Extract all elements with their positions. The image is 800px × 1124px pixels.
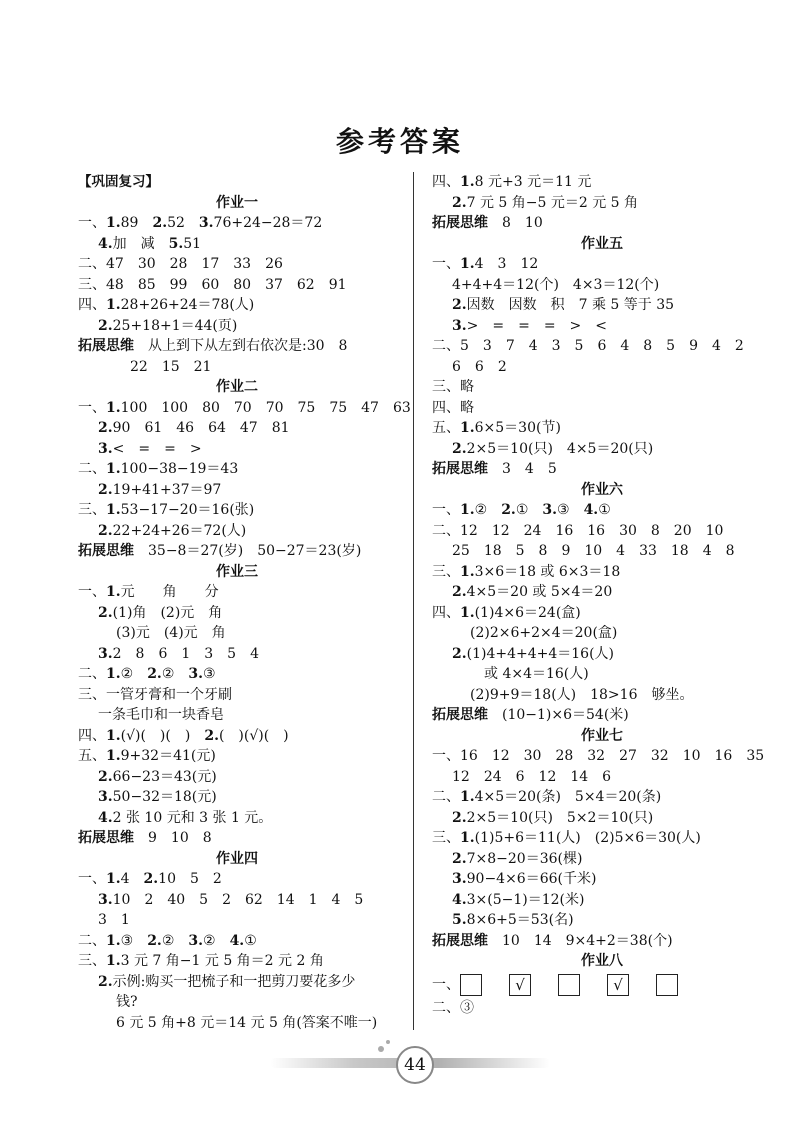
hw4-line-3: 3 1 bbox=[98, 912, 130, 928]
answer-text: ② bbox=[203, 932, 230, 949]
hw2-title: 作业二 bbox=[216, 379, 258, 395]
hw7-extension bbox=[432, 931, 772, 952]
answer-text: ( )(√)( ) bbox=[218, 727, 289, 744]
hw7-line-4 bbox=[432, 808, 772, 829]
answer-text: ② bbox=[120, 666, 148, 682]
answer-text: 9 10 8 bbox=[134, 830, 212, 846]
answer-text: 3×6＝18 或 6×3＝18 bbox=[474, 563, 621, 580]
extension-label: 拓展思维 bbox=[78, 830, 134, 846]
answer-text: 22+24+26＝72(人) bbox=[112, 522, 247, 539]
answer-text: 3 元 7 角−1 元 5 角＝2 元 2 角 bbox=[120, 953, 324, 969]
item-num: 1. bbox=[106, 502, 121, 518]
answer-text: 3×(5−1)＝12(米) bbox=[466, 891, 585, 908]
hw6-line-7: (2)2×6+2×4＝20(盒) bbox=[470, 625, 618, 641]
hw5-line-2: 4+4+4＝12(个) 4×3＝12(个) bbox=[452, 276, 660, 293]
item-num: 5. bbox=[452, 912, 467, 928]
item-num: 1. bbox=[460, 563, 475, 580]
answer-text: ② bbox=[474, 502, 502, 518]
item-num: 1. bbox=[460, 256, 475, 272]
answer-text: 66−23＝43(元) bbox=[112, 768, 217, 785]
hw3-line-7: 一条毛巾和一块香皂 bbox=[98, 707, 224, 723]
answer-text: 100−38−19＝43 bbox=[120, 461, 239, 477]
hw1-title: 作业一 bbox=[216, 194, 258, 211]
hw5-line-8: 四、略 bbox=[432, 399, 474, 416]
part-label: 四、 bbox=[432, 604, 460, 621]
hw3-line-3: (3)元 (4)元 角 bbox=[116, 625, 226, 641]
item-num: 1. bbox=[460, 604, 475, 621]
item-num: 3. bbox=[198, 215, 214, 231]
hw4-line-2 bbox=[78, 890, 396, 911]
answer-text: ② bbox=[161, 666, 189, 682]
hw3-line-12 bbox=[78, 808, 396, 829]
part-label: 二、 bbox=[78, 932, 106, 949]
answer-text: 50−32＝18(元) bbox=[112, 789, 217, 805]
answer-text: (√)( )( ) bbox=[120, 727, 205, 744]
part-label: 四、 bbox=[78, 297, 106, 313]
hw3-line-2 bbox=[78, 603, 396, 624]
answer-text: 8 10 bbox=[488, 215, 543, 231]
hw7-line-9 bbox=[432, 910, 772, 931]
item-num: 2. bbox=[98, 481, 113, 498]
item-num: 4. bbox=[98, 809, 113, 826]
item-num: 1. bbox=[106, 297, 121, 313]
hw5-line-3 bbox=[432, 295, 772, 316]
part-label: 四、 bbox=[78, 727, 106, 744]
answer-text: 4×5＝20(条) 5×4＝20(条) bbox=[474, 789, 662, 805]
hw8-title: 作业八 bbox=[581, 953, 623, 969]
hw4-line-6 bbox=[78, 972, 396, 993]
hw1-line-1 bbox=[78, 213, 396, 234]
hw6-line-5 bbox=[432, 582, 772, 603]
hw6-line-4 bbox=[432, 562, 772, 583]
page-number: 44 bbox=[396, 1046, 434, 1084]
part-label: 三、 bbox=[78, 953, 106, 969]
part-label: 一、 bbox=[78, 871, 106, 887]
item-num: 2. bbox=[98, 317, 113, 334]
extension-label: 拓展思维 bbox=[432, 461, 488, 477]
hw5-extension bbox=[432, 459, 772, 480]
item-num: 3. bbox=[98, 440, 113, 457]
hw5-line-10 bbox=[432, 439, 772, 460]
item-num: 1. bbox=[106, 399, 121, 416]
hw6-line-2: 二、12 12 24 16 16 30 8 20 10 bbox=[432, 522, 724, 539]
hw2-line-7 bbox=[78, 521, 396, 542]
hw5-line-7: 三、略 bbox=[432, 379, 474, 395]
part-label: 二、 bbox=[78, 461, 106, 477]
answer-text: ① bbox=[598, 502, 611, 518]
item-num: 1. bbox=[460, 502, 475, 518]
extension-label: 拓展思维 bbox=[78, 543, 134, 559]
answer-text: 10 5 2 bbox=[158, 871, 222, 887]
item-num: 2. bbox=[143, 871, 159, 887]
answer-text: 89 bbox=[120, 215, 153, 231]
answer-text: 76+24−28＝72 bbox=[213, 215, 323, 231]
item-num: 1. bbox=[106, 461, 121, 477]
hw2-line-5 bbox=[78, 480, 396, 501]
hw2-line-1 bbox=[78, 398, 411, 419]
part-label: 二、 bbox=[432, 789, 460, 805]
hw3-line-5 bbox=[78, 664, 396, 685]
item-num: 2. bbox=[501, 502, 516, 518]
hw7-line-6 bbox=[432, 849, 772, 870]
item-num: 1. bbox=[460, 420, 475, 436]
hw4-line-8: 6 元 5 角+8 元＝14 元 5 角(答案不唯一) bbox=[116, 1014, 378, 1031]
part-label: 一、 bbox=[78, 584, 106, 600]
answer-text: 90−4×6＝66(千米) bbox=[466, 871, 597, 887]
part-label: 二、 bbox=[78, 666, 106, 682]
answer-text: 示例:购买一把梳子和一把剪刀要花多少 bbox=[112, 973, 356, 990]
answer-text: 8×6+5＝53(名) bbox=[466, 912, 574, 928]
answer-text: ③ bbox=[120, 932, 148, 949]
hw3-line-1 bbox=[78, 582, 396, 603]
part-label: 三、 bbox=[432, 563, 460, 580]
answer-text: 90 61 46 64 47 81 bbox=[112, 420, 290, 436]
answer-box: √ bbox=[607, 974, 629, 996]
item-num: 1. bbox=[106, 871, 121, 887]
hw2-line-2 bbox=[78, 418, 396, 439]
answer-text: > = = = > < bbox=[466, 317, 608, 334]
hw3-title: 作业三 bbox=[216, 563, 258, 580]
item-num: 1. bbox=[106, 932, 121, 949]
hw1-line-3: 二、47 30 28 17 33 26 bbox=[78, 256, 283, 272]
item-num: 2. bbox=[147, 666, 162, 682]
item-num: 2. bbox=[452, 584, 467, 600]
hw7-line-5 bbox=[432, 828, 772, 849]
item-num: 3. bbox=[188, 932, 203, 949]
item-num: 2. bbox=[98, 522, 113, 539]
answer-box bbox=[656, 974, 678, 996]
answer-text: 25+18+1＝44(页) bbox=[112, 317, 238, 334]
item-num: 4. bbox=[98, 235, 113, 252]
item-num: 4. bbox=[452, 891, 467, 908]
part-label: 一、 bbox=[78, 215, 106, 231]
answer-text: (1)4×6＝24(盒) bbox=[474, 604, 581, 621]
answer-text: 2×5＝10(只) 4×5＝20(只) bbox=[466, 440, 654, 457]
answer-text: ① bbox=[515, 502, 543, 518]
answer-text: ② bbox=[161, 932, 189, 949]
page-footer bbox=[270, 1040, 550, 1090]
hw8-line-2: 二、③ bbox=[432, 999, 474, 1016]
item-num: 1. bbox=[460, 789, 475, 805]
answer-text: 7 元 5 角−5 元＝2 元 5 角 bbox=[466, 194, 639, 211]
hw6-line-8 bbox=[432, 644, 772, 665]
answer-text: 6×5＝30(节) bbox=[474, 420, 561, 436]
item-num: 3. bbox=[188, 666, 203, 682]
answer-text: 28+26+24＝78(人) bbox=[120, 297, 255, 313]
hw1-line-4: 三、48 85 99 60 80 37 62 91 bbox=[78, 276, 347, 293]
answer-text: 3 4 5 bbox=[488, 461, 557, 477]
item-num: 2. bbox=[452, 297, 467, 313]
hw5-line-6: 6 6 2 bbox=[452, 358, 507, 375]
column-divider bbox=[413, 172, 414, 1030]
hw3-line-8 bbox=[78, 726, 396, 747]
right-top-line-1 bbox=[432, 172, 772, 193]
item-num: 3. bbox=[542, 502, 557, 518]
part-label: 一、 bbox=[432, 256, 460, 272]
hw2-extension bbox=[78, 541, 396, 562]
item-num: 2. bbox=[147, 932, 162, 949]
answer-text: 加 减 bbox=[112, 235, 169, 252]
answer-text: (10−1)×6＝54(米) bbox=[488, 707, 629, 723]
part-label: 三、 bbox=[432, 830, 460, 846]
part-label: 一、 bbox=[432, 976, 460, 993]
answer-text: 9+32＝41(元) bbox=[120, 748, 216, 764]
hw3-line-11 bbox=[78, 787, 396, 808]
right-column bbox=[432, 172, 772, 1018]
answer-text: 52 bbox=[167, 215, 199, 231]
hw4-line-4 bbox=[78, 931, 396, 952]
hw1-extension bbox=[78, 336, 396, 357]
hw5-line-9 bbox=[432, 418, 772, 439]
answer-text: 51 bbox=[183, 235, 202, 252]
answer-text: 元 角 分 bbox=[120, 584, 219, 600]
item-num: 2. bbox=[98, 604, 113, 621]
answer-text: 35−8＝27(岁) 50−27＝23(岁) bbox=[134, 543, 362, 559]
hw1-line-2 bbox=[78, 234, 396, 255]
item-num: 1. bbox=[106, 584, 121, 600]
hw3-line-9 bbox=[78, 746, 396, 767]
answer-text: (1)角 (2)元 角 bbox=[112, 604, 223, 621]
hw1-line-5 bbox=[78, 295, 396, 316]
answer-text: 4×5＝20 或 5×4＝20 bbox=[466, 584, 613, 600]
item-num: 3. bbox=[452, 317, 467, 334]
part-label: 五、 bbox=[78, 748, 106, 764]
hw1-line-6 bbox=[78, 316, 396, 337]
page-title: 参考答案 bbox=[335, 125, 464, 158]
hw1-extension-2: 22 15 21 bbox=[130, 358, 212, 375]
hw2-line-6 bbox=[78, 500, 396, 521]
item-num: 1. bbox=[106, 727, 121, 744]
hw3-line-4 bbox=[78, 644, 396, 665]
footer-decoration-dot bbox=[386, 1040, 390, 1044]
hw6-line-1 bbox=[432, 500, 772, 521]
item-num: 1. bbox=[106, 748, 121, 764]
hw6-line-6 bbox=[432, 603, 772, 624]
hw4-line-1 bbox=[78, 869, 396, 890]
hw7-line-2: 12 24 6 12 14 6 bbox=[452, 768, 612, 785]
extension-label: 拓展思维 bbox=[432, 707, 488, 723]
hw6-line-10: (2)9+9＝18(人) 18>16 够坐。 bbox=[470, 686, 694, 703]
item-num: 2. bbox=[452, 850, 467, 867]
left-column bbox=[78, 172, 411, 1033]
answer-text: 100 100 80 70 70 75 75 47 63 bbox=[120, 399, 411, 416]
hw4-title: 作业四 bbox=[216, 850, 258, 867]
item-num: 1. bbox=[106, 215, 121, 231]
hw6-line-9: 或 4×4＝16(人) bbox=[484, 666, 589, 682]
answer-text: ③ bbox=[557, 502, 584, 518]
answer-text: 因数 因数 积 7 乘 5 等于 35 bbox=[466, 297, 675, 313]
part-label: 五、 bbox=[432, 420, 460, 436]
item-num: 1. bbox=[460, 174, 475, 190]
answer-text: 2 8 6 1 3 5 4 bbox=[112, 645, 259, 662]
answer-box bbox=[558, 974, 580, 996]
hw5-line-1 bbox=[432, 254, 772, 275]
answer-text: 8 元+3 元＝11 元 bbox=[474, 174, 592, 190]
extension-label: 拓展思维 bbox=[432, 932, 488, 949]
answer-text: 10 14 9×4+2＝38(个) bbox=[488, 932, 673, 949]
footer-decoration-dot bbox=[378, 1046, 384, 1052]
item-num: 2. bbox=[98, 973, 113, 990]
hw5-title: 作业五 bbox=[581, 235, 623, 252]
item-num: 2. bbox=[98, 420, 113, 436]
item-num: 1. bbox=[460, 830, 475, 846]
answer-text: ① bbox=[244, 932, 257, 949]
item-num: 2. bbox=[452, 809, 467, 826]
extension-label: 拓展思维 bbox=[78, 338, 134, 354]
part-label: 一、 bbox=[78, 399, 106, 416]
section-heading: 【巩固复习】 bbox=[78, 174, 159, 190]
answer-text: ③ bbox=[203, 666, 216, 682]
item-num: 3. bbox=[452, 871, 467, 887]
answer-text: (1)5+6＝11(人) (2)5×6＝30(人) bbox=[474, 830, 701, 846]
item-num: 3. bbox=[98, 645, 113, 662]
hw6-title: 作业六 bbox=[581, 481, 623, 498]
item-num: 3. bbox=[98, 789, 113, 805]
hw7-line-3 bbox=[432, 787, 772, 808]
hw7-line-7 bbox=[432, 869, 772, 890]
hw7-line-8 bbox=[432, 890, 772, 911]
hw7-line-1: 一、16 12 30 28 32 27 32 10 16 35 bbox=[432, 748, 765, 764]
item-num: 2. bbox=[452, 645, 467, 662]
answer-text: 2 张 10 元和 3 张 1 元。 bbox=[112, 809, 273, 826]
item-num: 2. bbox=[152, 215, 168, 231]
right-top-line-2 bbox=[432, 193, 772, 214]
part-label: 三、 bbox=[78, 502, 106, 518]
item-num: 4. bbox=[229, 932, 245, 949]
hw5-line-5: 二、5 3 7 4 3 5 6 4 8 5 9 4 2 bbox=[432, 338, 744, 354]
answer-text: 7×8−20＝36(棵) bbox=[466, 850, 583, 867]
part-label: 一、 bbox=[432, 502, 460, 518]
item-num: 3. bbox=[98, 891, 113, 908]
answer-text: 从上到下从左到右依次是:30 8 bbox=[134, 338, 348, 354]
right-top-extension bbox=[432, 213, 772, 234]
answer-text: 10 2 40 5 2 62 14 1 4 5 bbox=[112, 891, 364, 908]
hw7-title: 作业七 bbox=[581, 727, 623, 744]
answer-text: (1)4+4+4+4＝16(人) bbox=[466, 645, 615, 662]
extension-label: 拓展思维 bbox=[432, 215, 488, 231]
item-num: 4. bbox=[583, 502, 599, 518]
hw4-line-5 bbox=[78, 951, 396, 972]
hw2-line-4 bbox=[78, 459, 396, 480]
item-num: 5. bbox=[168, 235, 184, 252]
hw3-line-10 bbox=[78, 767, 396, 788]
hw3-line-6: 三、一管牙膏和一个牙刷 bbox=[78, 686, 232, 703]
answer-text: 2×5＝10(只) 5×2＝10(只) bbox=[466, 809, 654, 826]
hw3-extension bbox=[78, 828, 396, 849]
item-num: 1. bbox=[106, 666, 121, 682]
answer-text: 53−17−20＝16(张) bbox=[120, 502, 255, 518]
item-num: 2. bbox=[98, 768, 113, 785]
item-num: 2. bbox=[452, 194, 467, 211]
item-num: 2. bbox=[452, 440, 467, 457]
item-num: 1. bbox=[106, 953, 121, 969]
answer-box bbox=[460, 974, 482, 996]
hw4-line-7: 钱? bbox=[116, 994, 138, 1010]
answer-text: < = = > bbox=[112, 440, 202, 457]
hw6-line-3: 25 18 5 8 9 10 4 33 18 4 8 bbox=[452, 543, 735, 559]
answer-text: 4 bbox=[120, 871, 144, 887]
answer-text: 4 3 12 bbox=[474, 256, 539, 272]
hw5-line-4 bbox=[432, 316, 772, 337]
answer-box: √ bbox=[509, 974, 531, 996]
hw6-extension bbox=[432, 705, 772, 726]
part-label: 四、 bbox=[432, 174, 460, 190]
hw8-line-1 bbox=[432, 972, 772, 998]
hw2-line-3 bbox=[78, 439, 396, 460]
item-num: 2. bbox=[204, 727, 219, 744]
answer-text: 19+41+37＝97 bbox=[112, 481, 222, 498]
